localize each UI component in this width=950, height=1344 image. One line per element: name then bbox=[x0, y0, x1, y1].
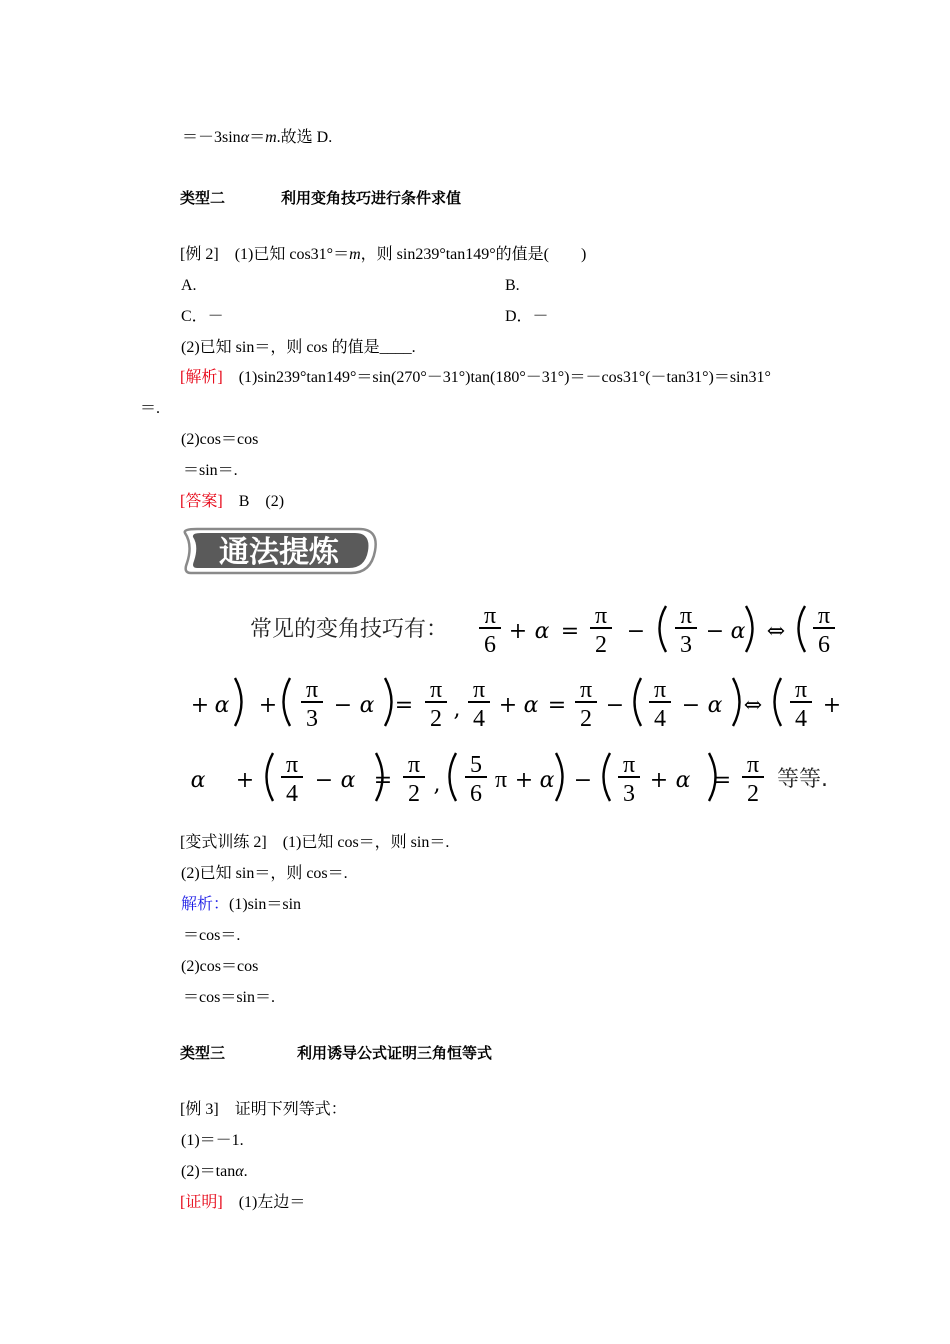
frac-four: 4 bbox=[473, 706, 485, 732]
frac-pi: π bbox=[407, 752, 421, 778]
angle-transform-formulas bbox=[185, 596, 850, 816]
section-label: 类型三 bbox=[180, 1044, 226, 1062]
op-plus: + bbox=[235, 768, 255, 793]
frac-pi: π bbox=[794, 677, 808, 703]
frac-four: 4 bbox=[654, 706, 666, 732]
solution-line bbox=[180, 368, 771, 388]
frac-four: 4 bbox=[286, 781, 298, 807]
frac-pi: π bbox=[746, 752, 760, 778]
expr-text: .故选 D. bbox=[276, 129, 333, 146]
question-text: 证明下列等式： bbox=[234, 1101, 347, 1118]
frac-six: 6 bbox=[484, 632, 496, 658]
solution-text: (1)sin239°tan149°＝sin(270°－31°)tan(180°－31°)＝－cos31°(－tan31°)＝sin31° bbox=[238, 369, 771, 386]
expr-text: ＝－3sin bbox=[182, 129, 241, 146]
solution-line-2: (2)cos＝cos bbox=[181, 431, 259, 448]
frac-two: 2 bbox=[747, 781, 759, 807]
op-plus: + bbox=[508, 619, 528, 644]
question-text: ，则 sin239°tan149°的值是( ) bbox=[360, 246, 587, 263]
proof-line bbox=[180, 1193, 305, 1213]
frac-five: 5 bbox=[470, 752, 482, 778]
frac-two: 2 bbox=[580, 706, 592, 732]
frac-three: 3 bbox=[623, 781, 635, 807]
frac-pi: π bbox=[679, 603, 693, 629]
variant-solution-4: ＝cos＝sin＝. bbox=[183, 989, 276, 1006]
alpha: α bbox=[534, 619, 550, 644]
op-minus: − bbox=[705, 619, 725, 644]
op-minus: − bbox=[626, 619, 646, 644]
option-d: D．－ bbox=[505, 308, 549, 325]
op-minus: − bbox=[573, 768, 593, 793]
op-plus: + bbox=[190, 693, 210, 718]
alpha: α bbox=[359, 693, 375, 718]
frac-three: 3 bbox=[306, 706, 318, 732]
section-title: 利用变角技巧进行条件求值 bbox=[281, 189, 462, 207]
alpha: α bbox=[214, 693, 230, 718]
frac-pi: π bbox=[285, 752, 299, 778]
section-label: 类型二 bbox=[180, 189, 226, 207]
m-symbol: m bbox=[349, 246, 361, 263]
frac-four: 4 bbox=[795, 706, 807, 732]
option-a: A. bbox=[181, 277, 197, 294]
op-eq: = bbox=[560, 619, 580, 644]
frac-pi: π bbox=[817, 603, 831, 629]
op-minus: − bbox=[333, 693, 353, 718]
frac-pi: π bbox=[594, 603, 608, 629]
solution-tag: [解析] bbox=[180, 369, 223, 386]
op-plus: + bbox=[258, 693, 278, 718]
op-iff: ⇔ bbox=[743, 693, 763, 718]
method-summary-banner bbox=[183, 521, 379, 579]
variant-solution-2: ＝cos＝. bbox=[183, 927, 241, 944]
alpha: α bbox=[340, 768, 356, 793]
m-symbol: m bbox=[265, 129, 277, 146]
example-3-part-2 bbox=[181, 1162, 248, 1182]
alpha: α bbox=[190, 768, 206, 793]
frac-pi: π bbox=[305, 677, 319, 703]
frac-six: 6 bbox=[818, 632, 830, 658]
op-plus: + bbox=[514, 768, 534, 793]
example-question-2: (2)已知 sin＝，则 cos 的值是____. bbox=[181, 339, 416, 356]
question-text: (1)已知 cos31°＝ bbox=[234, 246, 350, 263]
section-title: 利用诱导公式证明三角恒等式 bbox=[297, 1044, 493, 1062]
alpha-symbol: α bbox=[240, 129, 250, 146]
etc-text: 等等. bbox=[777, 767, 828, 792]
frac-two: 2 bbox=[430, 706, 442, 732]
op-plus: + bbox=[498, 693, 518, 718]
banner-title: 通法提炼 bbox=[219, 535, 339, 570]
op-eq: = bbox=[394, 693, 414, 718]
example-tag: [例 2] bbox=[180, 246, 219, 263]
example-3-question bbox=[180, 1100, 347, 1120]
op-iff: ⇔ bbox=[766, 619, 786, 644]
frac-six: 6 bbox=[470, 781, 482, 807]
option-b: B. bbox=[505, 277, 520, 294]
question-text: (2)＝tan bbox=[181, 1163, 236, 1180]
frac-pi: π bbox=[622, 752, 636, 778]
comma: , bbox=[453, 697, 461, 722]
example-3-part-1: (1)＝－1. bbox=[181, 1132, 244, 1149]
question-text: . bbox=[243, 1163, 248, 1180]
question-text: (1)已知 cos＝，则 sin＝. bbox=[282, 834, 450, 851]
proof-tag: [证明] bbox=[180, 1194, 223, 1211]
solution-continuation: ＝. bbox=[140, 400, 161, 417]
frac-pi: π bbox=[429, 677, 443, 703]
alpha: α bbox=[675, 768, 691, 793]
example-tag: [例 3] bbox=[180, 1101, 219, 1118]
op-minus: − bbox=[681, 693, 701, 718]
answer-value: B (2) bbox=[238, 493, 285, 510]
frac-pi: π bbox=[472, 677, 486, 703]
solution-text: (1)sin＝sin bbox=[229, 896, 302, 913]
answer-tag: [答案] bbox=[180, 493, 223, 510]
op-minus: − bbox=[314, 768, 334, 793]
frac-three: 3 bbox=[680, 632, 692, 658]
solution-line-3: ＝sin＝. bbox=[183, 462, 238, 479]
variant-solution-3: (2)cos＝cos bbox=[181, 958, 259, 975]
frac-two: 2 bbox=[408, 781, 420, 807]
alpha: α bbox=[707, 693, 723, 718]
alpha: α bbox=[523, 693, 539, 718]
option-c: C．－ bbox=[181, 308, 224, 325]
alpha-symbol: α bbox=[235, 1163, 244, 1180]
variant-tag: [变式训练 2] bbox=[180, 834, 267, 851]
variant-solution-line bbox=[181, 895, 301, 915]
frac-pi: π bbox=[579, 677, 593, 703]
op-eq: = bbox=[373, 768, 393, 793]
expr-text: ＝ bbox=[249, 129, 266, 146]
frac-pi: π bbox=[483, 603, 497, 629]
solution-tag: 解析： bbox=[181, 896, 230, 913]
alpha: α bbox=[539, 768, 555, 793]
op-plus: + bbox=[822, 693, 842, 718]
continuation-line bbox=[182, 128, 332, 148]
frac-two: 2 bbox=[595, 632, 607, 658]
op-minus: − bbox=[605, 693, 625, 718]
op-eq: = bbox=[547, 693, 567, 718]
frac-pi: π bbox=[653, 677, 667, 703]
alpha: α bbox=[730, 619, 746, 644]
comma: , bbox=[433, 772, 441, 797]
variant-question-2: (2)已知 sin＝，则 cos＝. bbox=[181, 865, 348, 882]
pi-symbol: π bbox=[494, 767, 508, 793]
proof-text: (1)左边＝ bbox=[238, 1194, 306, 1211]
op-plus: + bbox=[649, 768, 669, 793]
answer-line bbox=[180, 492, 284, 512]
op-eq: = bbox=[712, 768, 732, 793]
formula-intro: 常见的变角技巧有： bbox=[250, 617, 449, 642]
example-question bbox=[180, 245, 586, 265]
variant-question-1 bbox=[180, 833, 449, 853]
